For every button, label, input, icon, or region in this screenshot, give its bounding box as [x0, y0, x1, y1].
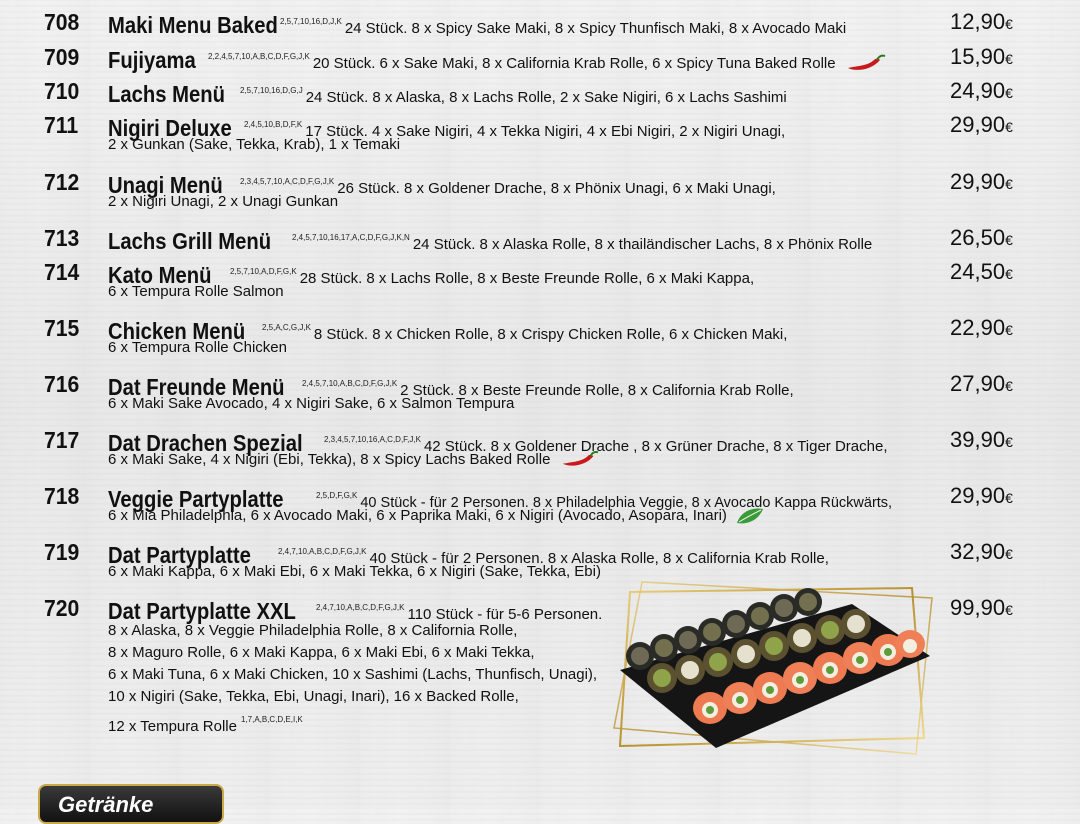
allergen-codes: 1,7,A,B,C,D,E,I,K: [240, 715, 303, 724]
item-name: Maki Menu Baked: [108, 12, 278, 38]
item-number: 720: [44, 595, 80, 621]
item-price: 15,90€: [950, 44, 1013, 69]
allergen-codes: 2,5,D,F,G,K: [316, 491, 358, 500]
item-price: 24,90€: [950, 78, 1013, 103]
item-description-line: 8 x Maguro Rolle, 6 x Maki Kappa, 6 x Maki Ebi, 6 x Maki Tekka,: [108, 644, 535, 661]
item-number: 709: [44, 44, 80, 70]
leaf-icon: [735, 507, 765, 525]
item-price: 12,90€: [950, 9, 1013, 34]
item-number: 713: [44, 225, 80, 251]
item-description-cont: 6 x Maki Kappa, 6 x Maki Ebi, 6 x Maki Tekka, 6 x Nigiri (Sake, Tekka, Ebi): [108, 563, 601, 580]
allergen-codes: 2,4,7,10,A,B,C,D,F,G,J,K: [278, 547, 367, 556]
item-description: 20 Stück. 6 x Sake Maki, 8 x California Krab Rolle, 6 x Spicy Tuna Baked Rolle: [312, 55, 836, 72]
item-description-line: 8 x Alaska, 8 x Veggie Philadelphia Rolle, 8 x California Rolle,: [108, 622, 518, 639]
item-name: Dat Partyplatte: [108, 542, 251, 568]
item-description-cont: 2 x Nigiri Unagi, 2 x Unagi Gunkan: [108, 193, 339, 210]
item-name: Dat Drachen Spezial: [108, 430, 303, 456]
item-description: 26 Stück. 8 x Goldener Drache, 8 x Phönix Unagi, 6 x Maki Unagi,: [337, 180, 776, 197]
item-number: 715: [44, 315, 80, 341]
item-price: 29,90€: [950, 483, 1013, 508]
allergen-codes: 2,4,5,10,B,D,F,K: [244, 120, 303, 129]
item-number: 708: [44, 9, 80, 35]
item-description: 40 Stück - für 2 Personen. 8 x Philadelphia Veggie, 8 x Avocado Kappa Rückwärts,: [360, 495, 893, 511]
item-description: 42 Stück. 8 x Goldener Drache , 8 x Grüner Drache, 8 x Tiger Drache,: [423, 438, 888, 455]
item-description: 28 Stück. 8 x Lachs Rolle, 8 x Beste Freunde Rolle, 6 x Maki Kappa,: [299, 270, 755, 287]
allergen-codes: 2,5,7,10,16,D,J,K: [280, 17, 342, 26]
item-name: Dat Freunde Menü: [108, 374, 285, 400]
item-description-cont: 2 x Gunkan (Sake, Tekka, Krab), 1 x Temaki: [108, 136, 401, 153]
item-price: 24,50€: [950, 259, 1013, 284]
item-description-cont: 6 x Mia Philadelphia, 6 x Avocado Maki, 6 x Paprika Maki, 6 x Nigiri (Avocado, Asopara, Inari): [108, 506, 765, 526]
allergen-codes: 2,4,7,10,A,B,C,D,F,G,J,K: [316, 603, 405, 612]
item-description: 2 Stück. 8 x Beste Freunde Rolle, 8 x California Krab Rolle,: [400, 382, 794, 399]
allergen-codes: 2,3,4,5,7,10,16,A,C,D,F,J,K: [324, 435, 421, 444]
sushi-platter-image: [612, 578, 934, 758]
item-number: 710: [44, 78, 80, 104]
item-name: Nigiri Deluxe: [108, 115, 232, 141]
item-number: 716: [44, 371, 80, 397]
item-description: 17 Stück. 4 x Sake Nigiri, 4 x Tekka Nigiri, 4 x Ebi Nigiri, 2 x Nigiri Unagi,: [305, 123, 786, 140]
item-description-cont: 6 x Maki Sake, 4 x Nigiri (Ebi, Tekka), 8 x Spicy Lachs Baked Rolle: [108, 450, 599, 470]
drinks-button[interactable]: Getränke: [38, 784, 224, 824]
item-price: 26,50€: [950, 225, 1013, 250]
item-number: 711: [44, 112, 79, 138]
item-description: 24 Stück. 8 x Spicy Sake Maki, 8 x Spicy Thunfisch Maki, 8 x Avocado Maki: [344, 20, 847, 37]
allergen-codes: 2,3,4,5,7,10,A,C,D,F,G,J,K: [240, 177, 335, 186]
item-name: Veggie Partyplatte: [108, 486, 284, 512]
allergen-codes: 2,4,5,7,10,A,B,C,D,F,G,J,K: [302, 379, 398, 388]
item-description: 24 Stück. 8 x Alaska Rolle, 8 x thailändischer Lachs, 8 x Phönix Rolle: [412, 236, 873, 253]
item-name: Kato Menü: [108, 262, 212, 288]
item-price: 32,90€: [950, 539, 1013, 564]
item-number: 717: [44, 427, 80, 453]
allergen-codes: 2,4,5,7,10,16,17,A,C,D,F,G,J,K,N: [292, 233, 410, 242]
item-description: 8 Stück. 8 x Chicken Rolle, 8 x Crispy Chicken Rolle, 6 x Chicken Maki,: [313, 326, 788, 343]
item-price: 27,90€: [950, 371, 1013, 396]
chili-icon: [559, 450, 599, 470]
item-description-cont: 6 x Tempura Rolle Salmon: [108, 283, 284, 300]
item-description: 40 Stück - für 2 Personen. 8 x Alaska Rolle, 8 x California Krab Rolle,: [369, 550, 829, 567]
item-price: 99,90€: [950, 595, 1013, 620]
item-number: 718: [44, 483, 80, 509]
item-number: 714: [44, 259, 80, 285]
item-description-cont: 6 x Maki Sake Avocado, 4 x Nigiri Sake, 6 x Salmon Tempura: [108, 395, 515, 412]
item-number: 719: [44, 539, 80, 565]
item-name: Fujiyama: [108, 47, 196, 73]
item-price: 29,90€: [950, 112, 1013, 137]
item-price: 39,90€: [950, 427, 1013, 452]
item-name: Chicken Menü: [108, 318, 246, 344]
item-name: Lachs Grill Menü: [108, 228, 272, 254]
allergen-codes: 2,5,7,10,16,D,G,J: [240, 86, 303, 95]
item-price: 29,90€: [950, 169, 1013, 194]
allergen-codes: 2,5,7,10,A,D,F,G,K: [230, 267, 297, 276]
item-description: 110 Stück - für 5-6 Personen.: [407, 606, 603, 623]
item-price: 22,90€: [950, 315, 1013, 340]
item-description-line: 10 x Nigiri (Sake, Tekka, Ebi, Unagi, Inari), 16 x Backed Rolle,: [108, 688, 519, 705]
chili-icon: [844, 54, 886, 74]
item-description-line: 12 x Tempura Rolle $^{1,7,A,B,C,D,E,I,K}$: [108, 715, 303, 735]
item-description-line: 6 x Maki Tuna, 6 x Maki Chicken, 10 x Sashimi (Lachs, Thunfisch, Unagi),: [108, 666, 598, 683]
item-name: Unagi Menü: [108, 172, 223, 198]
allergen-codes: 2,5,A,C,G,J,K: [262, 323, 311, 332]
item-number: 712: [44, 169, 80, 195]
item-description-cont: 6 x Tempura Rolle Chicken: [108, 339, 287, 356]
item-name: Dat Partyplatte XXL: [108, 598, 296, 624]
allergen-codes: 2,2,4,5,7,10,A,B,C,D,F,G,J,K: [208, 52, 310, 61]
item-name: Lachs Menü: [108, 81, 225, 107]
item-description: 24 Stück. 8 x Alaska, 8 x Lachs Rolle, 2 x Sake Nigiri, 6 x Lachs Sashimi: [305, 89, 787, 106]
